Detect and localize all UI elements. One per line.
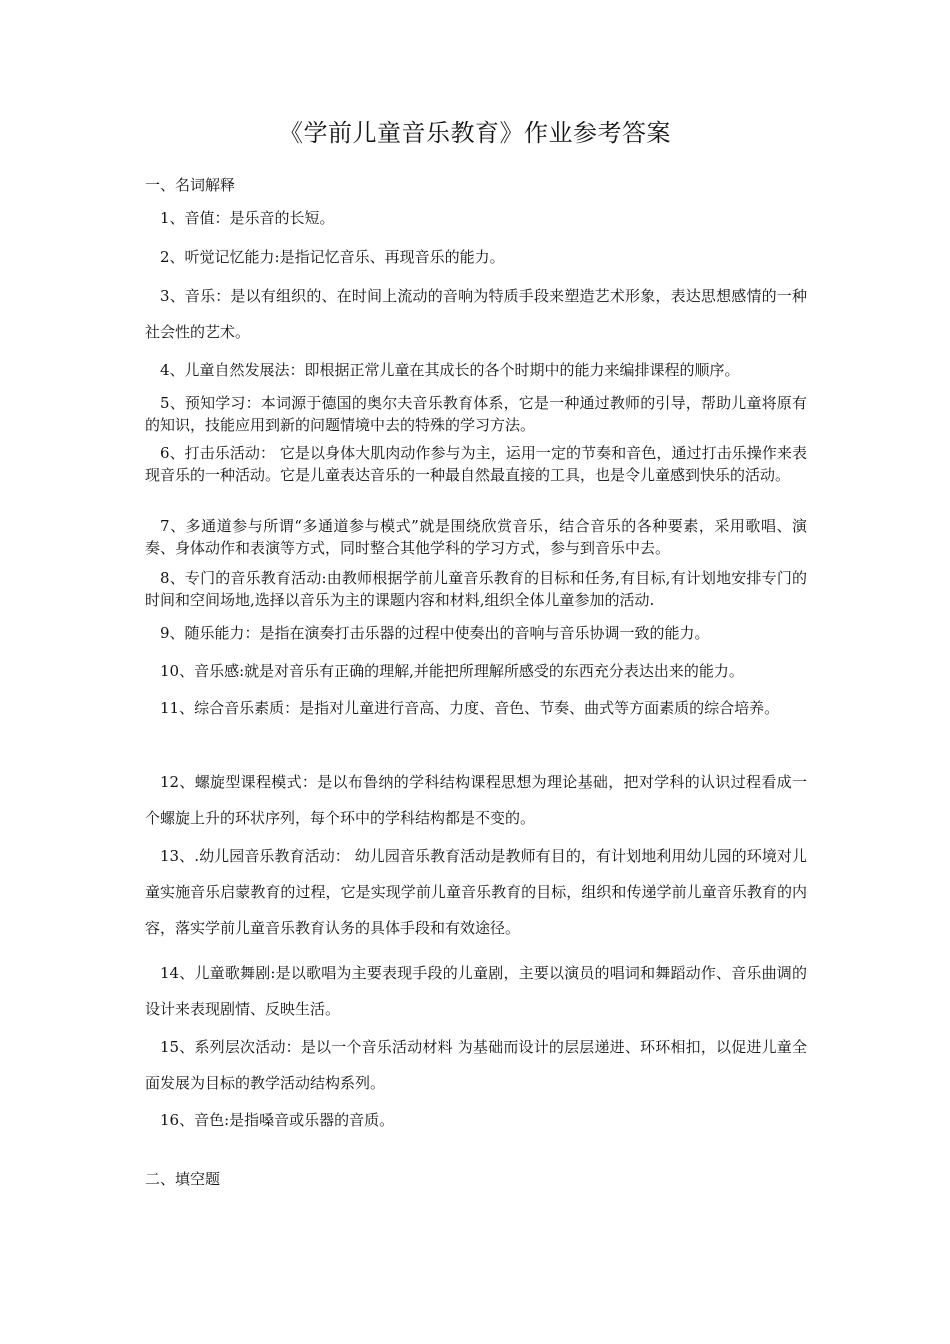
definition-item: 14、儿童歌舞剧:是以歌唱为主要表现手段的儿童剧，主要以演员的唱词和舞蹈动作、音乐曲调的设计来表现剧情、反映生活。 [145, 964, 807, 1018]
definition-item: 5、预知学习：本词源于德国的奥尔夫音乐教育体系，它是一种通过教师的引导，帮助儿童将原有的知识，技能应用到新的问题情境中去的特殊的学习方法。 [145, 394, 807, 434]
definition-item: 6、打击乐活动： 它是以身体大肌肉动作参与为主，运用一定的节奏和音色，通过打击乐操作来表现音乐的一种活动。它是儿童表达音乐的一种最自然最直接的工具，也是令儿童感到快乐的活动。 [145, 444, 807, 484]
definition-item: 4、儿童自然发展法：即根据正常儿童在其成长的各个时期中的能力来编排课程的顺序。 [160, 361, 740, 379]
definition-item: 1、音值：是乐音的长短。 [160, 209, 335, 227]
section-heading-definitions: 一、名词解释 [145, 176, 236, 194]
definition-item: 15、系列层次活动：是以一个音乐活动材料 为基础而设计的层层递进、环环相扣，以促进儿童全面发展为目标的教学活动结构系列。 [145, 1038, 807, 1092]
definition-item: 16、音色:是指嗓音或乐器的音质。 [160, 1111, 395, 1129]
definition-item: 7、多通道参与所谓“多通道参与模式”就是围绕欣赏音乐，结合音乐的各种要素，采用歌唱、演奏、身体动作和表演等方式，同时整合其他学科的学习方式，参与到音乐中去。 [145, 517, 807, 557]
definition-item: 2、听觉记忆能力:是指记忆音乐、再现音乐的能力。 [160, 248, 505, 266]
definition-item: 12、螺旋型课程模式：是以布鲁纳的学科结构课程思想为理论基础，把对学科的认识过程看成一个螺旋上升的环状序列，每个环中的学科结构都是不变的。 [145, 773, 807, 827]
definition-item: 3、音乐：是以有组织的、在时间上流动的音响为特质手段来塑造艺术形象，表达思想感情的一种社会性的艺术。 [145, 287, 807, 341]
section-heading-fill-in: 二、填空题 [145, 1170, 221, 1188]
definition-item: 9、随乐能力：是指在演奏打击乐器的过程中使奏出的音响与音乐协调一致的能力。 [160, 624, 710, 642]
definition-item: 8、专门的音乐教育活动:由教师根据学前儿童音乐教育的目标和任务,有目标,有计划地安排专门的时间和空间场地,选择以音乐为主的课题内容和材料,组织全体儿童参加的活动. [145, 569, 807, 609]
definition-item: 13、.幼儿园音乐教育活动： 幼儿园音乐教育活动是教师有目的，有计划地利用幼儿园的环境对儿童实施音乐启蒙教育的过程，它是实现学前儿童音乐教育的目标，组织和传递学前儿童音乐教育的内容，落实学前儿童音乐教育认务的具体手段和有效途径。 [145, 847, 807, 937]
definition-item: 10、音乐感:就是对音乐有正确的理解,并能把所理解所感受的东西充分表达出来的能力。 [160, 662, 744, 680]
document-title: 《学前儿童音乐教育》作业参考答案 [279, 119, 671, 147]
definition-item: 11、综合音乐素质：是指对儿童进行音高、力度、音色、节奏、曲式等方面素质的综合培养。 [160, 699, 780, 717]
